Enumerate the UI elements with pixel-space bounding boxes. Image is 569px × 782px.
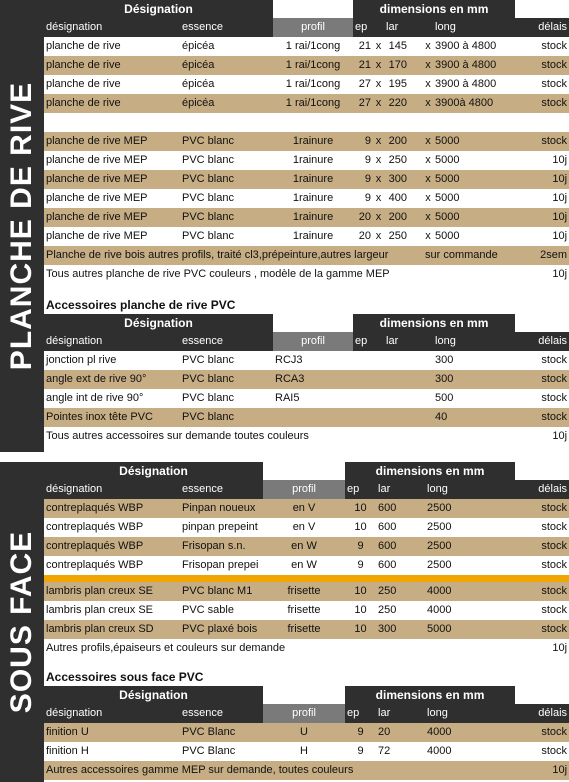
cell-x: x [373, 151, 384, 170]
header-dimensions: dimensions en mm [353, 314, 515, 332]
note-text: Tous autres accessoires sur demande toutes couleurs [44, 427, 515, 446]
cell-profil: frisette [263, 582, 345, 601]
cell-spacer [409, 94, 423, 113]
cell-long: 4000 [425, 582, 515, 601]
cell-x: x [423, 132, 433, 151]
cell-ep: 9 [353, 170, 373, 189]
header-row-columns [44, 332, 569, 351]
cell-lar [384, 408, 433, 427]
section-sous-face [44, 462, 569, 780]
cell-lar [384, 370, 433, 389]
cell-x: x [373, 189, 384, 208]
header-gap [263, 462, 345, 480]
cell-x: x [423, 170, 433, 189]
cell-delais: stock [515, 742, 569, 761]
header-gap [515, 686, 569, 704]
cell-profil: RCA3 [273, 370, 353, 389]
cell-ep [353, 370, 384, 389]
note-text: Autres accessoires gamme MEP sur demande, toutes couleurs [44, 761, 515, 780]
cell-long: 5000 [433, 170, 515, 189]
col-delais: délais [515, 704, 569, 723]
col-essence: essence [180, 332, 273, 351]
cell-essence: Frisopan s.n. [180, 537, 263, 556]
cell-lar: 220 [384, 94, 409, 113]
cell-designation: lambris plan creux SE [44, 582, 180, 601]
cell-spacer [409, 75, 423, 94]
side-label-planche [0, 0, 44, 452]
cell-profil: en W [263, 556, 345, 575]
cell-essence: PVC sable [180, 601, 263, 620]
cell-profil: 1rainure [273, 170, 353, 189]
cell-profil: en V [263, 499, 345, 518]
table-row [44, 37, 569, 56]
cell-designation: planche de rive MEP [44, 170, 180, 189]
cell-ep: 20 [353, 208, 373, 227]
cell-lar: 200 [384, 208, 409, 227]
cell-ep: 27 [353, 94, 373, 113]
cell-delais: stock [515, 408, 569, 427]
cell-profil: RAI5 [273, 389, 353, 408]
note-delais: 10j [515, 639, 569, 658]
cell-ep: 10 [345, 518, 376, 537]
table-row [44, 189, 569, 208]
header-dimensions: dimensions en mm [345, 686, 515, 704]
cell-x: x [373, 94, 384, 113]
cell-delais: stock [515, 389, 569, 408]
cell-essence: PVC blanc [180, 189, 273, 208]
cell-ep: 9 [345, 742, 376, 761]
cell-lar: 170 [384, 56, 409, 75]
table-row [44, 620, 569, 639]
cell-lar: 400 [384, 189, 409, 208]
cell-profil: en W [263, 537, 345, 556]
cell-profil: 1rainure [273, 132, 353, 151]
cell-spacer [409, 37, 423, 56]
col-profil: profil [263, 480, 345, 499]
cell-lar: 600 [376, 518, 425, 537]
cell-lar: 300 [376, 620, 425, 639]
header-designation: Désignation [44, 0, 273, 18]
note-row [44, 246, 569, 265]
cell-designation: angle ext de rive 90° [44, 370, 180, 389]
cell-ep: 9 [345, 537, 376, 556]
cell-profil: U [263, 723, 345, 742]
table-row [44, 132, 569, 151]
table-row [44, 518, 569, 537]
cell-delais: 10j [515, 208, 569, 227]
cell-designation: contreplaqués WBP [44, 499, 180, 518]
cell-ep [353, 351, 384, 370]
cell-essence: épicéa [180, 37, 273, 56]
cell-lar: 250 [384, 151, 409, 170]
col-designation: désignation [44, 480, 180, 499]
header-row-columns [44, 18, 569, 37]
header-gap [515, 0, 569, 18]
col-ep: ep [345, 480, 376, 499]
note-row [44, 761, 569, 780]
cell-essence: PVC blanc [180, 389, 273, 408]
col-delais: délais [515, 332, 569, 351]
header-gap [263, 686, 345, 704]
table-row [44, 537, 569, 556]
cell-x: x [373, 170, 384, 189]
cell-spacer [409, 208, 423, 227]
sous-face-accessories-title: Accessoires sous face PVC [46, 670, 204, 684]
cell-essence: épicéa [180, 94, 273, 113]
cell-delais: 10j [515, 189, 569, 208]
col-delais: délais [515, 480, 569, 499]
cell-lar: 600 [376, 499, 425, 518]
header-dimensions: dimensions en mm [345, 462, 515, 480]
col-delais: délais [515, 18, 569, 37]
cell-profil: 1 rai/1cong [273, 94, 353, 113]
cell-long: 5000 [433, 151, 515, 170]
note-delais: 10j [515, 761, 569, 780]
cell-ep: 9 [353, 151, 373, 170]
cell-profil: 1 rai/1cong [273, 56, 353, 75]
table-row [44, 351, 569, 370]
cell-designation: planche de rive [44, 94, 180, 113]
cell-x: x [423, 56, 433, 75]
cell-long: 5000 [433, 227, 515, 246]
cell-designation: lambris plan creux SD [44, 620, 180, 639]
cell-x: x [373, 227, 384, 246]
cell-long: 2500 [425, 518, 515, 537]
header-gap [515, 314, 569, 332]
cell-profil: 1rainure [273, 208, 353, 227]
table-row [44, 499, 569, 518]
cell-ep: 10 [345, 582, 376, 601]
cell-lar: 145 [384, 37, 409, 56]
header-gap [273, 314, 353, 332]
col-lar: lar [384, 18, 433, 37]
cell-designation: planche de rive [44, 75, 180, 94]
cell-profil: 1 rai/1cong [273, 37, 353, 56]
cell-ep: 21 [353, 56, 373, 75]
cell-x: x [373, 37, 384, 56]
cell-profil: frisette [263, 601, 345, 620]
cell-long: 40 [433, 408, 515, 427]
cell-designation: finition U [44, 723, 180, 742]
cell-designation: contreplaqués WBP [44, 556, 180, 575]
cell-x: x [423, 151, 433, 170]
cell-x: x [423, 227, 433, 246]
cell-delais: stock [515, 537, 569, 556]
cell-x: x [373, 56, 384, 75]
note-delais: 10j [515, 265, 569, 284]
cell-ep: 27 [353, 75, 373, 94]
cell-lar: 250 [376, 601, 425, 620]
header-dimensions: dimensions en mm [353, 0, 515, 18]
cell-essence: épicéa [180, 56, 273, 75]
cell-essence: PVC blanc [180, 408, 273, 427]
cell-long: 4000 [425, 742, 515, 761]
cell-spacer [409, 189, 423, 208]
side-label-sous-face-text: SOUS FACE [5, 530, 38, 714]
cell-essence: Pinpan noueux [180, 499, 263, 518]
cell-profil: 1rainure [273, 151, 353, 170]
cell-x: x [373, 75, 384, 94]
cell-profil: 1 rai/1cong [273, 75, 353, 94]
planche-accessories-table [44, 314, 569, 446]
table-row [44, 370, 569, 389]
cell-designation: planche de rive MEP [44, 132, 180, 151]
cell-delais: stock [515, 582, 569, 601]
note-delais: 10j [515, 427, 569, 446]
table-row [44, 56, 569, 75]
cell-spacer [409, 56, 423, 75]
cell-long: 500 [433, 389, 515, 408]
cell-essence: PVC blanc [180, 151, 273, 170]
cell-designation: jonction pl rive [44, 351, 180, 370]
note-row [44, 427, 569, 446]
cell-long: 4000 [425, 601, 515, 620]
table-row [44, 94, 569, 113]
cell-x: x [423, 208, 433, 227]
cell-long: 300 [433, 351, 515, 370]
cell-lar: 600 [376, 537, 425, 556]
header-row-columns [44, 480, 569, 499]
table-row [44, 408, 569, 427]
cell-profil: en V [263, 518, 345, 537]
cell-lar: 72 [376, 742, 425, 761]
note-extra: sur commande [423, 246, 515, 265]
cell-essence: PVC blanc [180, 370, 273, 389]
table-row [44, 75, 569, 94]
col-long: long [433, 18, 515, 37]
col-essence: essence [180, 704, 263, 723]
cell-lar: 250 [384, 227, 409, 246]
cell-x: x [423, 189, 433, 208]
cell-designation: planche de rive [44, 37, 180, 56]
col-long: long [433, 332, 515, 351]
cell-ep: 10 [345, 601, 376, 620]
cell-designation: Pointes inox tête PVC [44, 408, 180, 427]
cell-ep: 9 [345, 723, 376, 742]
col-profil: profil [273, 332, 353, 351]
spacer-cell [44, 113, 569, 132]
cell-designation: finition H [44, 742, 180, 761]
cell-x: x [423, 94, 433, 113]
cell-profil: RCJ3 [273, 351, 353, 370]
cell-essence: PVC blanc M1 [180, 582, 263, 601]
cell-essence: épicéa [180, 75, 273, 94]
side-label-sous-face [0, 462, 44, 782]
header-gap [515, 462, 569, 480]
cell-essence: PVC Blanc [180, 723, 263, 742]
cell-essence: PVC blanc [180, 170, 273, 189]
col-essence: essence [180, 480, 263, 499]
cell-delais: stock [515, 351, 569, 370]
cell-delais: stock [515, 620, 569, 639]
cell-lar: 250 [376, 582, 425, 601]
cell-designation: planche de rive MEP [44, 151, 180, 170]
cell-lar: 195 [384, 75, 409, 94]
cell-long: 3900 à 4800 [433, 56, 515, 75]
cell-essence: Frisopan prepei [180, 556, 263, 575]
cell-essence: pinpan prepeint [180, 518, 263, 537]
cell-designation: planche de rive MEP [44, 189, 180, 208]
cell-designation: planche de rive MEP [44, 208, 180, 227]
col-lar: lar [376, 704, 425, 723]
cell-delais: stock [515, 370, 569, 389]
cell-essence: PVC blanc [180, 208, 273, 227]
cell-long: 5000 [433, 208, 515, 227]
cell-spacer [409, 170, 423, 189]
col-lar: lar [376, 480, 425, 499]
cell-long: 5000 [433, 189, 515, 208]
sous-face-main-table [44, 462, 569, 658]
sous-face-accessories-table [44, 686, 569, 780]
cell-spacer [409, 151, 423, 170]
divider-row [44, 575, 569, 582]
col-designation: désignation [44, 332, 180, 351]
cell-essence: PVC blanc [180, 351, 273, 370]
col-ep: ep [353, 18, 384, 37]
cell-ep: 9 [345, 556, 376, 575]
header-row-top [44, 686, 569, 704]
cell-essence: PVC plaxé bois [180, 620, 263, 639]
cell-delais: stock [515, 601, 569, 620]
header-designation: Désignation [44, 686, 263, 704]
col-profil: profil [263, 704, 345, 723]
col-long: long [425, 480, 515, 499]
cell-long: 3900à 4800 [433, 94, 515, 113]
cell-delais: stock [515, 499, 569, 518]
cell-ep [353, 389, 384, 408]
header-row-top [44, 462, 569, 480]
spacer-row [44, 113, 569, 132]
cell-long: 5000 [425, 620, 515, 639]
cell-lar: 200 [384, 132, 409, 151]
cell-essence: PVC Blanc [180, 742, 263, 761]
cell-delais: 10j [515, 151, 569, 170]
note-row [44, 639, 569, 658]
cell-x: x [373, 208, 384, 227]
cell-lar: 20 [376, 723, 425, 742]
cell-delais: stock [515, 556, 569, 575]
col-designation: désignation [44, 704, 180, 723]
note-text: Tous autres planche de rive PVC couleurs , modèle de la gamme MEP [44, 265, 515, 284]
cell-ep: 9 [353, 189, 373, 208]
cell-long: 300 [433, 370, 515, 389]
cell-profil: 1rainure [273, 189, 353, 208]
header-row-columns [44, 704, 569, 723]
col-ep: ep [353, 332, 384, 351]
cell-designation: contreplaqués WBP [44, 537, 180, 556]
table-row [44, 556, 569, 575]
table-row [44, 208, 569, 227]
cell-ep: 10 [345, 620, 376, 639]
cell-ep [353, 408, 384, 427]
cell-x: x [423, 75, 433, 94]
cell-delais: stock [515, 75, 569, 94]
cell-long: 2500 [425, 556, 515, 575]
cell-essence: PVC blanc [180, 132, 273, 151]
cell-spacer [409, 227, 423, 246]
planche-accessories-title: Accessoires planche de rive PVC [46, 298, 236, 312]
cell-ep: 21 [353, 37, 373, 56]
table-row [44, 170, 569, 189]
cell-delais: 10j [515, 170, 569, 189]
col-lar: lar [384, 332, 433, 351]
cell-lar: 600 [376, 556, 425, 575]
cell-essence: PVC blanc [180, 227, 273, 246]
cell-long: 3900 à 4800 [433, 75, 515, 94]
cell-delais: stock [515, 132, 569, 151]
cell-delais: stock [515, 94, 569, 113]
cell-profil [273, 408, 353, 427]
table-row [44, 151, 569, 170]
cell-profil: 1rainure [273, 227, 353, 246]
planche-main-table [44, 0, 569, 284]
col-profil: profil [273, 18, 353, 37]
cell-delais: stock [515, 723, 569, 742]
cell-designation: contreplaqués WBP [44, 518, 180, 537]
cell-delais: stock [515, 56, 569, 75]
cell-long: 3900 à 4800 [433, 37, 515, 56]
note-text: Autres profils,épaiseurs et couleurs sur demande [44, 639, 515, 658]
note-delais: 2sem [515, 246, 569, 265]
header-row-top [44, 314, 569, 332]
cell-x: x [423, 37, 433, 56]
cell-long: 2500 [425, 537, 515, 556]
section-planche-de-rive [44, 0, 569, 446]
col-ep: ep [345, 704, 376, 723]
cell-delais: stock [515, 518, 569, 537]
header-designation: Désignation [44, 314, 273, 332]
side-label-planche-text: PLANCHE DE RIVE [5, 81, 38, 371]
note-row [44, 265, 569, 284]
col-long: long [425, 704, 515, 723]
cell-long: 4000 [425, 723, 515, 742]
header-row-top [44, 0, 569, 18]
cell-x: x [373, 132, 384, 151]
cell-delais: 10j [515, 227, 569, 246]
cell-long: 5000 [433, 132, 515, 151]
cell-ep: 10 [345, 499, 376, 518]
table-row [44, 227, 569, 246]
note-text: Planche de rive bois autres profils, traité cl3,prépeinture,autres largeur [44, 246, 423, 265]
table-row [44, 601, 569, 620]
cell-designation: lambris plan creux SE [44, 601, 180, 620]
col-designation: désignation [44, 18, 180, 37]
cell-long: 2500 [425, 499, 515, 518]
col-essence: essence [180, 18, 273, 37]
cell-profil: frisette [263, 620, 345, 639]
cell-spacer [409, 132, 423, 151]
cell-designation: planche de rive [44, 56, 180, 75]
table-row [44, 582, 569, 601]
cell-designation: angle int de rive 90° [44, 389, 180, 408]
cell-ep: 9 [353, 132, 373, 151]
cell-designation: planche de rive MEP [44, 227, 180, 246]
header-gap [273, 0, 353, 18]
cell-delais: stock [515, 37, 569, 56]
table-row [44, 389, 569, 408]
table-row [44, 723, 569, 742]
table-row [44, 742, 569, 761]
cell-ep: 20 [353, 227, 373, 246]
cell-lar [384, 351, 433, 370]
cell-profil: H [263, 742, 345, 761]
cell-lar: 300 [384, 170, 409, 189]
header-designation: Désignation [44, 462, 263, 480]
divider-cell [44, 575, 569, 582]
cell-lar [384, 389, 433, 408]
